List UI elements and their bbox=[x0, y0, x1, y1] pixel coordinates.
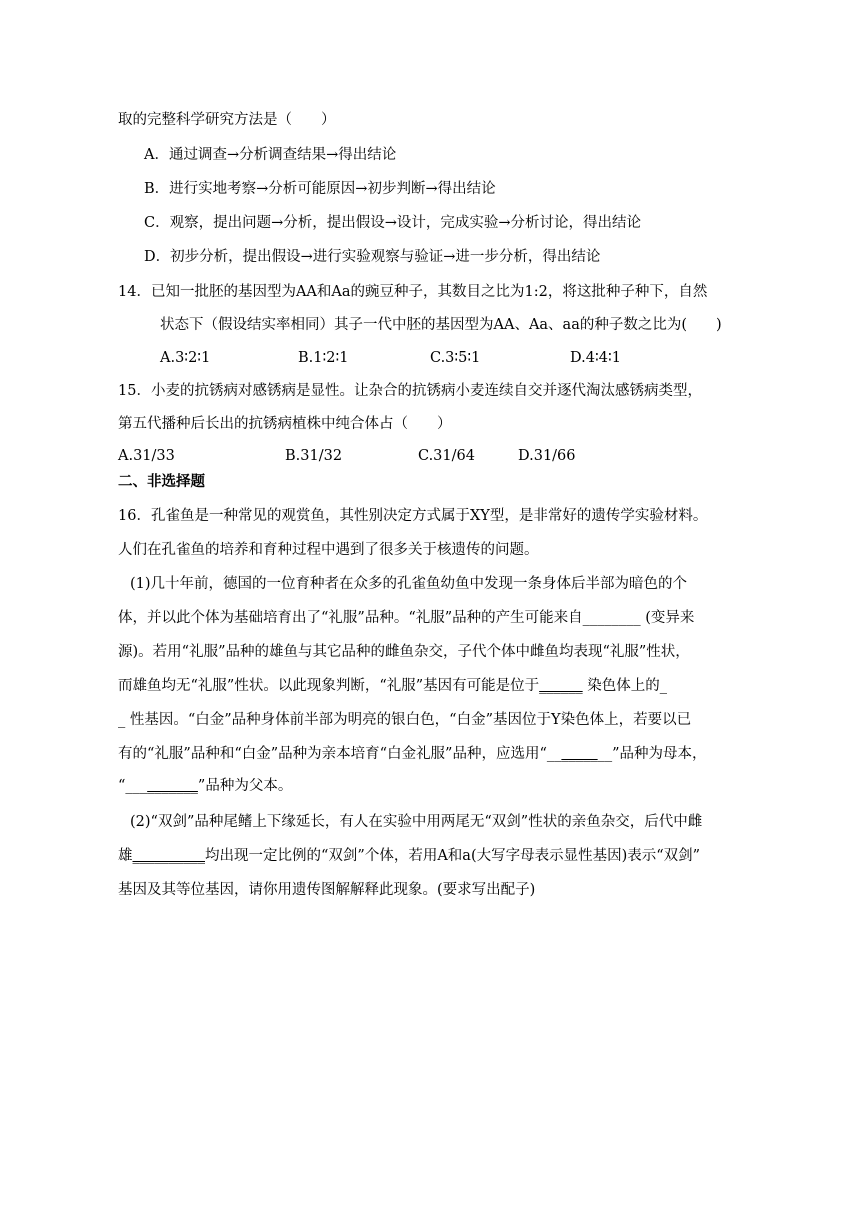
q16-blank-sexes: __________ bbox=[132, 848, 205, 864]
q16-part1-line4-text-a: 而雄鱼均无“礼服”性状。以此现象判断，“礼服”基因有可能是位于 bbox=[118, 678, 540, 694]
q16-part1-line5: _ 性基因。“白金”品种身体前半部为明亮的银白色，“白金”基因位于Y染色体上，若要以已 bbox=[118, 712, 692, 728]
q16-blank-mother: _____ bbox=[561, 746, 598, 762]
q15-stem-line2: 第五代播种后长出的抗锈病植株中纯合体占（ ） bbox=[118, 416, 452, 432]
q13-stem-tail: 取的完整科学研究方法是（ ） bbox=[118, 112, 336, 128]
q16-part1-line7-quote: “ bbox=[118, 778, 126, 794]
q16-part1-line2: 体，并以此个体为基础培育出了“礼服”品种。“礼服”品种的产生可能来自________ (变异来 bbox=[118, 610, 695, 626]
q14-stem-line2: 状态下（假设结实率相同）其子一代中胚的基因型为AA、Aa、aa的种子数之比为( ) bbox=[160, 317, 722, 333]
q15-stem-line1: 15．小麦的抗锈病对感锈病是显性。让杂合的抗锈病小麦连续自交并逐代淘汰感锈病类型， bbox=[118, 383, 702, 399]
q16-intro-line2: 人们在孔雀鱼的培养和育种过程中遇到了很多关于核遗传的问题。 bbox=[118, 542, 539, 558]
q13-option-d: D．初步分析，提出假设→进行实验观察与验证→进一步分析，得出结论 bbox=[144, 249, 601, 265]
q16-part1-line6-text-a: 有的“礼服”品种和“白金”品种为亲本培育“白金礼服”品种，应选用“__ bbox=[118, 746, 562, 762]
q14-option-d: D.4∶4∶1 bbox=[570, 350, 621, 366]
q14-option-b: B.1∶2∶1 bbox=[298, 350, 349, 366]
q16-part1-line7 bbox=[118, 776, 292, 796]
q13-option-a: A．通过调查→分析调查结果→得出结论 bbox=[144, 147, 397, 163]
q16-part2-line1: (2)“双剑”品种尾鳍上下缘延长，有人在实验中用两尾无“双剑”性状的亲鱼杂交，后代中雌 bbox=[130, 814, 703, 830]
q16-part1-line6-text-b: __”品种为母本， bbox=[597, 746, 707, 762]
q14-stem-line1: 14．已知一批胚的基因型为AA和Aa的豌豆种子，其数目之比为1:2，将这批种子种下，自然 bbox=[118, 284, 708, 300]
q16-part1-line7-text: ”品种为父本。 bbox=[197, 778, 293, 794]
q15-option-c: C.31/64 bbox=[418, 448, 475, 464]
q16-part1-line1: (1)几十年前，德国的一位育种者在众多的孔雀鱼幼鱼中发现一条身体后半部为暗色的个 bbox=[130, 576, 688, 592]
q16-blank-father-b: _______ bbox=[147, 778, 198, 794]
q13-option-c: C．观察，提出问题→分析，提出假设→设计，完成实验→分析讨论，得出结论 bbox=[144, 215, 642, 231]
q16-intro-line1: 16．孔雀鱼是一种常见的观赏鱼，其性别决定方式属于XY型，是非常好的遗传学实验材料。 bbox=[118, 508, 708, 524]
q16-part2-line2 bbox=[118, 846, 700, 866]
q16-part1-line6 bbox=[118, 744, 707, 764]
q16-part1-line4 bbox=[118, 676, 667, 696]
q13-option-b: B．进行实地考察→分析可能原因→初步判断→得出结论 bbox=[144, 181, 496, 197]
q16-blank-father-a: ___ bbox=[125, 778, 148, 794]
q16-part1-line4-text-b: 染色体上的_ bbox=[582, 678, 668, 694]
q15-option-a: A.31/33 bbox=[118, 448, 175, 464]
q16-blank-chromosome: ______ bbox=[539, 678, 583, 694]
q16-part2-line2-text-a: 雄 bbox=[118, 848, 133, 864]
q15-option-d: D.31/66 bbox=[518, 448, 576, 464]
q14-option-c: C.3∶5∶1 bbox=[430, 350, 481, 366]
q14-option-a: A.3∶2∶1 bbox=[160, 350, 211, 366]
section-heading-non-choice: 二、非选择题 bbox=[118, 473, 205, 490]
q16-part2-line2-text-b: 均出现一定比例的“双剑”个体，若用A和a(大写字母表示显性基因)表示“双剑” bbox=[205, 848, 701, 864]
q16-part1-line3: 源)。若用“礼服”品种的雄鱼与其它品种的雌鱼杂交，子代个体中雌鱼均表现“礼服”性状， bbox=[118, 644, 690, 660]
q16-part2-line3: 基因及其等位基因，请你用遗传图解解释此现象。(要求写出配子) bbox=[118, 882, 536, 898]
q15-option-b: B.31/32 bbox=[285, 448, 343, 464]
